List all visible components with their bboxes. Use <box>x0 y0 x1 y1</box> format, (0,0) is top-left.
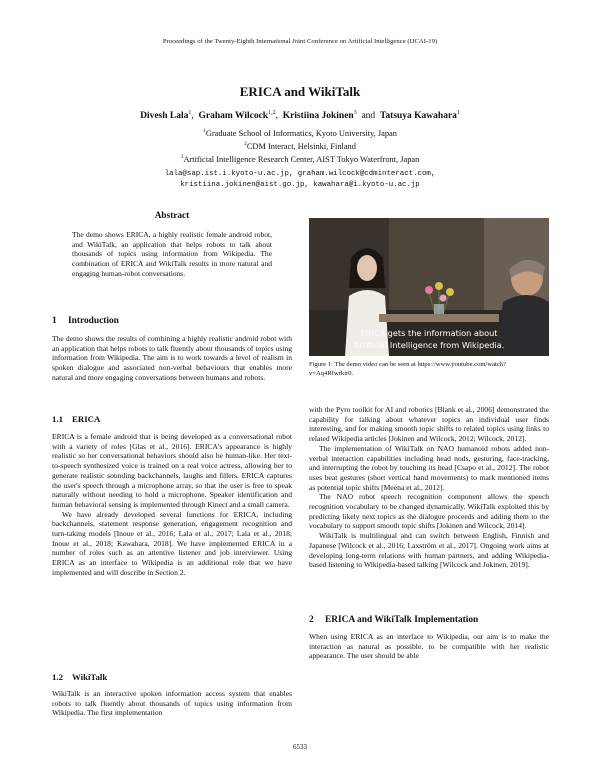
right-column-body <box>309 405 549 570</box>
author-affil-mark: 1,2 <box>268 110 276 116</box>
paper-title: ERICA and WikiTalk <box>239 84 361 99</box>
body-paragraph: ERICA is a female android that is being developed as a conversational robot with a variety of roles [Glas et al., 2016]. ERICA's appearance is highly realistic so her conversational behaviors should also be human-like. Her text-to-speech synthesized voice is trained on a real voice actress, allowing her to generate realistic sounding backchannels, laughs and fillers. ERICA captures the user's speech through a microphone array, so that the user is free to speak naturally without needing to hold a microphone. Speaker identification and human behavioral sensing is implemented through Kinect and a small camera. <box>52 432 292 509</box>
erica-section-body <box>52 432 292 578</box>
body-paragraph: WikiTalk is multilingual and can switch between English, Finnish and Japanese [Wilcock et al., 2016; Laxström et al., 2017]. Ongoing work aims at developing long-term relations with human partners, and adding Wikipedia-based listening to Wikipedia-based talking [Wilcock and Jokinen, 2019]. <box>309 531 549 570</box>
affiliation-line: $^1$Graduate School of Informatics, Kyoto University, Japan <box>203 128 397 138</box>
implementation-section-body <box>309 632 549 661</box>
abstract-text: The demo shows ERICA, a highly realistic female android robot, and WikiTalk, an application that helps robots to talk about thousands of topics using information from Wikipedia. The combination of ERICA and WikiTalk results in more natural and engaging human-robot conversations. <box>72 230 272 278</box>
author-name: Divesh Lala <box>140 111 189 122</box>
subtitle-line: Artificial Intelligence from Wikipedia. <box>353 340 505 350</box>
author-name: Graham Wilcock <box>198 111 269 122</box>
demo-photo-illustration <box>309 218 549 356</box>
section-heading: 2 ERICA and WikiTalk Implementation <box>309 615 479 625</box>
author-name: Kristiina Jokinen <box>282 111 354 122</box>
subsection-heading: 1.2 WikiTalk <box>52 672 108 682</box>
author-list: Divesh Lala$^1$, Graham Wilcock$^{1,2}$, Kristiina Jokinen$^3$ and Tatsuya Kawahara$^1$ <box>140 110 460 122</box>
section-heading: 1 Introduction <box>52 316 119 326</box>
author-affil-mark: 3 <box>353 110 357 116</box>
author-emails <box>0 169 600 190</box>
figure-caption: Figure 1: The demo video can be seen at https://www.youtube.com/watch?v=Aq4Rfwrkir0. <box>309 361 507 377</box>
email-line: lala@sap.ist.i.kyoto-u.ac.jp, graham.wilcock@cdminteract.com, <box>164 170 436 178</box>
demo-video-still <box>309 218 549 356</box>
page-number: 6533 <box>293 743 307 751</box>
author-affil-mark: 1 <box>456 110 460 116</box>
body-paragraph: We have already developed several functions for ERICA, including backchannels, statement response generation, engagement recognition and turn-taking models [Inoue et al., 2016; Lala et al., 2017; Lala et al., 2018; Inoue et al., 2018; Kawahara, 2018]. We have implemented ERICA in a number of roles such as an attentive listener and job interviewer. Using ERICA as an interface to Wikipedia is an additional role that we have implemented and will describe in Section 2. <box>52 509 292 577</box>
author-affil-mark: 1 <box>188 110 192 116</box>
intro-paragraph: The demo shows the results of combining a highly realistic android robot with an application that helps robots to talk fluently about thousands of topics using information from Wikipedia. The aim is to work towards a level of realism in spoken dialogue and associated non-verbal behaviours that enables more natural and more engaging conversations between humans and robots. <box>52 334 292 382</box>
body-paragraph: The implementation of WikiTalk on NAO humanoid robots added non-verbal interaction capabilities including head nods, gesturing, face-tracking, and interrupting the robot by touching its head [Csapo et al., 2012]. The robot uses beat gestures (short vertical hand movements) to mark mentioned items as potential topic shifts [Meena et al., 2012]. <box>309 443 549 492</box>
author-name: Tatsuya Kawahara <box>379 111 457 122</box>
body-paragraph: with the Pyro toolkit for AI and robotics [Blank et al., 2006] demonstrated the capability for talking about whatever topics an individual user finds interesting, and for making smooth topic shifts to related topics using links to related Wikipedia articles [Jokinen and Wilcock, 2012; Wilcock, 2012]. <box>309 405 549 444</box>
subsection-heading: 1.1 ERICA <box>52 414 101 424</box>
author-and: and <box>361 111 376 122</box>
wikitalk-section-body <box>52 689 292 718</box>
body-paragraph: WikiTalk is an interactive spoken information access system that enables robots to talk fluently about thousands of topics using information from Wikipedia. The first implementation <box>52 689 292 718</box>
body-paragraph: The NAO robot speech recognition component allows the speech recognition vocabulary to be changed dynamically. WikiTalk exploited this by predicting likely next topics as the dialogue proceeds and adding them to the vocabulary to support smooth topic shifts [Jokinen and Wilcock, 2014]. <box>309 492 549 531</box>
affiliation-line: $^3$Artificial Intelligence Research Center, AIST Tokyo Waterfront, Japan <box>180 154 420 164</box>
body-paragraph: When using ERICA as an interface to Wikipedia, our aim is to make the interaction as natural as possible, to be compatible with her realistic appearance. The user should be able <box>309 632 549 661</box>
affiliations <box>0 126 600 165</box>
subtitle-line: ERICA gets the information about <box>360 328 498 338</box>
email-line: kristiina.jokinen@aist.go.jp, kawahara@i.kyoto-u.ac.jp <box>180 180 420 189</box>
abstract-heading: Abstract <box>154 211 190 221</box>
running-head: Proceedings of the Twenty-Eighth International Joint Conference on Artificial Intelligence (IJCAI-19) <box>162 38 438 45</box>
affiliation-line: $^2$CDM Interact, Helsinki, Finland <box>244 141 356 151</box>
